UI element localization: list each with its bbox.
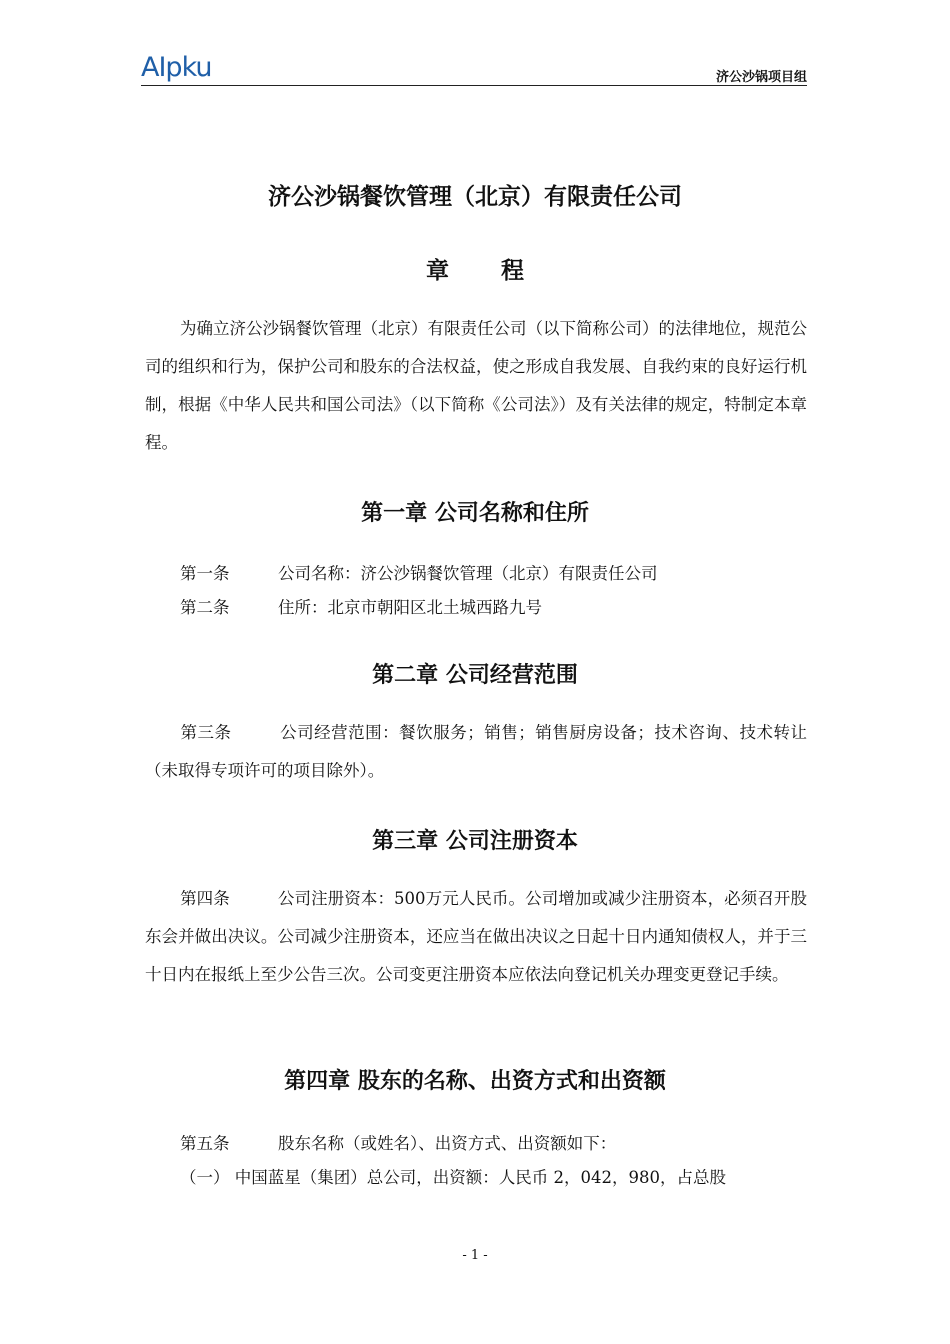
chapter-3-heading: 第三章 公司注册资本 — [372, 829, 578, 854]
article-2-number: 第二条 — [180, 598, 230, 617]
article-4 — [145, 880, 807, 994]
header-project-name: 济公沙锅项目组 — [715, 70, 807, 85]
chapter-1-heading: 第一章 公司名称和住所 — [361, 501, 589, 526]
article-2-text: 住所：北京市朝阳区北土城西路九号 — [278, 598, 542, 617]
company-logo — [141, 52, 212, 84]
article-5-text: 股东名称（或姓名）、出资方式、出资额如下： — [278, 1134, 617, 1153]
article-5-number: 第五条 — [180, 1134, 230, 1153]
page-number: - 1 - — [462, 1248, 488, 1263]
chapter-2-heading: 第二章 公司经营范围 — [372, 663, 578, 688]
item-1-text: （一） 中国蓝星（集团）总公司，出资额：人民币 2，042，980，占总股 — [180, 1168, 726, 1187]
article-1-number: 第一条 — [180, 564, 230, 583]
article-4-text: 公司注册资本：500万元人民币。公司增加或减少注册资本，必须召开股东会并做出决议。公司减少注册资本，还应当在做出决议之日起十日内通知债权人，并于三十日内在报纸上至少公告三次。公司变更注册资本应依法向登记机关办理变更登记手续。 — [145, 889, 807, 984]
chapter-4-heading: 第四章 股东的名称、出资方式和出资额 — [284, 1069, 666, 1094]
article-4-number: 第四条 — [180, 889, 230, 908]
logo-text: AIpku — [141, 52, 212, 83]
article-3-number: 第三条 — [180, 723, 232, 742]
document-title: 济公沙锅餐饮管理（北京）有限责任公司 — [268, 184, 682, 210]
page-header — [141, 52, 807, 86]
document-subtitle: 章程 — [426, 258, 576, 284]
article-3 — [145, 714, 807, 790]
article-3-text: 公司经营范围：餐饮服务；销售；销售厨房设备；技术咨询、技术转让（未取得专项许可的项目除外）。 — [145, 723, 808, 780]
preamble-paragraph: 为确立济公沙锅餐饮管理（北京）有限责任公司（以下简称公司）的法律地位，规范公司的组织和行为，保护公司和股东的合法权益，使之形成自我发展、自我约束的良好运行机制，根据《中华人民共和国公司法》（以下简称《公司法》）及有关法律的规定，特制定本章程。 — [145, 319, 807, 452]
article-1-text: 公司名称：济公沙锅餐饮管理（北京）有限责任公司 — [278, 564, 658, 583]
header-divider — [141, 85, 807, 86]
